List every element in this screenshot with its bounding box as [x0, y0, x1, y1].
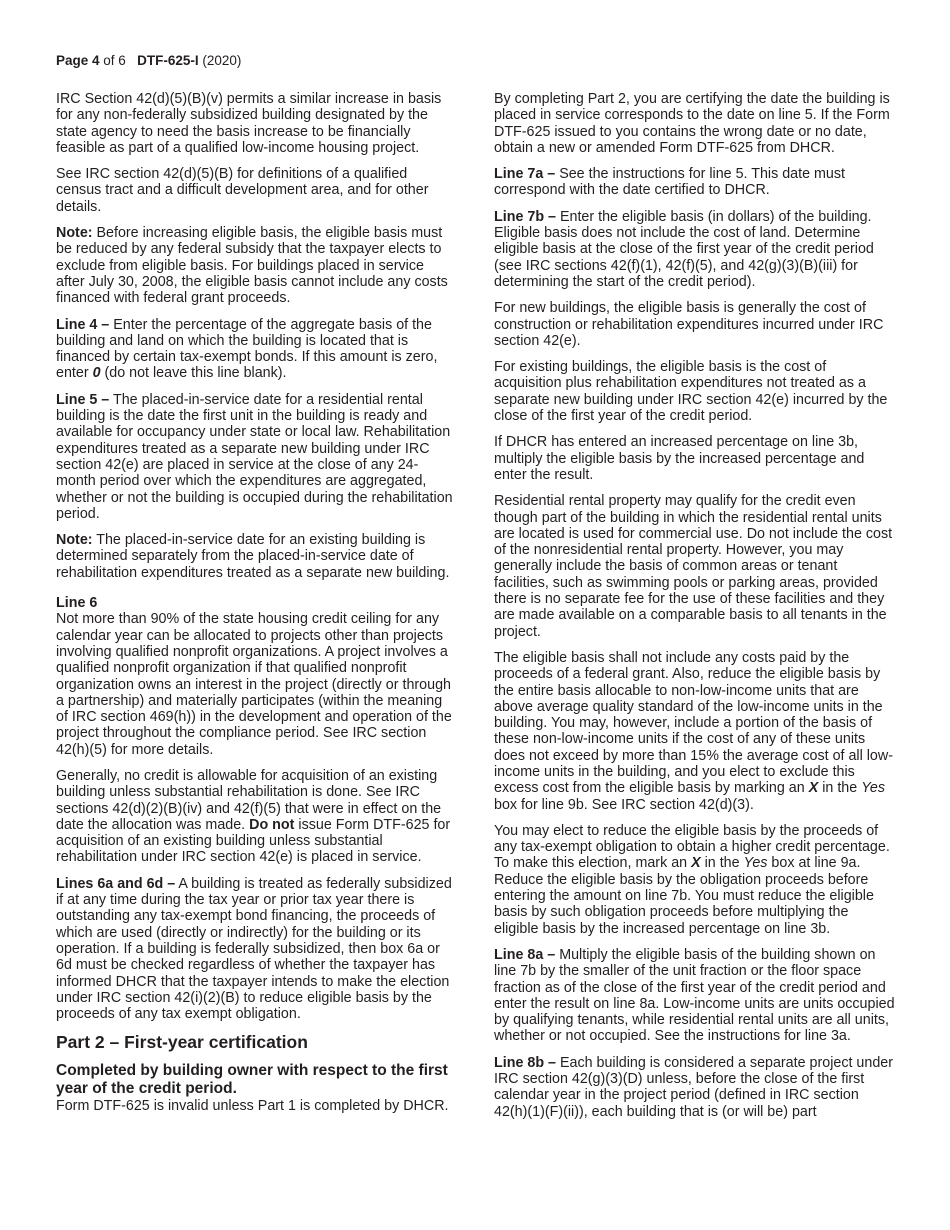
line-7a-instructions: Line 7a – See the instructions for line 5. This date must correspond with the date certified to DHCR. — [494, 166, 846, 199]
paragraph-elect-reduce: You may elect to reduce the eligible basis by the proceeds of any tax-exempt obligation to obtain a higher credit percentage. To make this election, mark an X in the Yes box at line 9a. Reduce the eligible basis by the obligation proceeds before entering the amount on line 7b. You must reduce the eligible basis by such obligation proceeds before multiplying the eligible basis by the increased percentage on line 3b. — [494, 822, 890, 937]
page-number: Page 4 — [56, 53, 100, 68]
note-eligible-basis: Note: Before increasing eligible basis, the eligible basis must be reduced by any federal subsidy that the taxpayer elects to exclude from eligible basis. For buildings placed in service after July 30, 2008, the eligible basis cannot include any costs financed with federal grant proceeds. — [56, 225, 448, 307]
form-year: (2020) — [202, 53, 242, 68]
part-2-heading: Part 2 – First-year certification — [56, 1032, 308, 1053]
paragraph-generally: Generally, no credit is allowable for acquisition of an existing building unless substantial rehabilitation is done. See IRC sections 42(d)(2)(B)(iv) and 42(f)(5) that were in effect on the date the allocation was made. Do not issue Form DTF-625 for acquisition of an existing building unless substantial rehabilitation under IRC section 42(e) is placed in service. — [56, 767, 451, 866]
paragraph-irc-increase: IRC Section 42(d)(5)(B)(v) permits a similar increase in basis for any non-federally subsidized building designated by the state agency to need the basis increase to be financially feasible as part of a qualified low-income housing project. — [56, 91, 442, 156]
paragraph-federal-grant: The eligible basis shall not include any costs paid by the proceeds of a federal grant. Also, reduce the eligible basis by the entire basis allocable to non-low-income units that are above average quality standard of the low-income units in the building. You may, however, include a portion of the basis of these non-low-income units if the cost of any of these units does not exceed by more than 15% the average cost of all low-income units in the building, and you elect to exclude this excess cost from the eligible basis by marking an X in the Yes box for line 9b. See IRC section 42(d)(3). — [494, 649, 893, 813]
line-8b-instructions: Line 8b – Each building is considered a separate project under IRC section 42(g)(3)(D) unless, before the close of the first calendar year in the project period (defined in IRC section 42(h)(1)(F)(ii)), each building that is (or will be) part — [494, 1054, 893, 1120]
paragraph-see-irc: See IRC section 42(d)(5)(B) for definitions of a qualified census tract and a difficult development area, and for other details. — [56, 166, 429, 215]
line-6-heading: Line 6 — [56, 595, 98, 612]
note-placed-in-service: Note: The placed-in-service date for an existing building is determined separately from the placed-in-service date of rehabilitation expenditures treated as a separate new building. — [56, 532, 450, 581]
line-6-instructions: Not more than 90% of the state housing credit ceiling for any calendar year can be allocated to projects other than projects involving qualified nonprofit organizations. A project involves a qualified nonprofit organization if that qualified nonprofit organization owns an interest in the project (directly or through a partnership) and materially participates (within the meaning of IRC section 469(h)) in the development and operation of the project throughout the compliance period. See IRC section 42(h)(5) for more details. — [56, 611, 452, 758]
page-header — [56, 53, 241, 68]
line-4-instructions: Line 4 – Enter the percentage of the aggregate basis of the building and land on which the building is located that is financed by certain tax-exempt bonds. If this amount is zero, enter 0 (do not leave this line blank). — [56, 316, 438, 382]
part-2-subheading: Completed by building owner with respect to the first year of the credit period. — [56, 1062, 448, 1098]
paragraph-new-buildings: For new buildings, the eligible basis is generally the cost of construction or rehabilitation expenditures incurred under IRC section 42(e). — [494, 300, 884, 349]
line-8a-instructions: Line 8a – Multiply the eligible basis of the building shown on line 7b by the smaller of the unit fraction or the floor space fraction as of the close of the first year of the credit period and enter the result on line 8a. Low-income units are units occupied by qualifying tenants, while residential rental units are all units, whether or not occupied. See the instructions for line 3a. — [494, 946, 895, 1045]
left-column — [56, 91, 456, 1125]
right-column — [494, 91, 896, 1130]
line-7b-instructions: Line 7b – Enter the eligible basis (in dollars) of the building. Eligible basis does not include the cost of land. Determine eligible basis at the close of the first year of the credit period (see IRC sections 42(f)(1), 42(f)(5), and 42(g)(3)(B)(iii) for determining the start of the credit period). — [494, 208, 874, 290]
part-2-paragraph: Form DTF-625 is invalid unless Part 1 is completed by DHCR. — [56, 1098, 449, 1115]
form-id: DTF-625-I — [137, 53, 199, 68]
paragraph-increased-percentage: If DHCR has entered an increased percentage on line 3b, multiply the eligible basis by the increased percentage and enter the result. — [494, 434, 865, 483]
page-count: of 6 — [103, 53, 126, 68]
line-5-instructions: Line 5 – The placed-in-service date for a residential rental building is the date the first unit in the building is ready and available for occupancy under state or local law. Rehabilitation expenditures treated as a separate new building under IRC section 42(e) are placed in service at the close of any 24-month period over which the expenditures are aggregated, whether or not the building is occupied during the rehabilitation period. — [56, 391, 453, 522]
lines-6a-6d-instructions: Lines 6a and 6d – A building is treated as federally subsidized if at any time during the tax year or prior tax year there is outstanding any tax-exempt bond financing, the proceeds of which are used (directly or indirectly) for the building or its operation. If a building is federally subsidized, then box 6a or 6d must be checked regardless of whether the taxpayer has informed DHCR that the taxpayer intends to make the election under IRC section 42(i)(2)(B) to reduce eligible basis by the proceeds of any tax exempt obligation. — [56, 875, 452, 1023]
paragraph-existing-buildings: For existing buildings, the eligible basis is the cost of acquisition plus rehabilitation expenditures not treated as a separate new building under IRC section 42(e) incurred by the close of the first year of the credit period. — [494, 359, 888, 425]
paragraph-certifying: By completing Part 2, you are certifying the date the building is placed in service corresponds to the date on line 5. If the Form DTF-625 issued to you contains the wrong date or no date, obtain a new or amended Form DTF-625 from DHCR. — [494, 91, 890, 156]
paragraph-residential-rental: Residential rental property may qualify for the credit even though part of the building in which the residential rental units are located is used for commercial use. Do not include the cost of the nonresidential rental property. However, you may generally include the basis of common areas or tenant facilities, such as swimming pools or parking areas, provided there is no separate fee for the use of these facilities and they are made available on a comparable basis to all tenants in the project. — [494, 493, 893, 640]
